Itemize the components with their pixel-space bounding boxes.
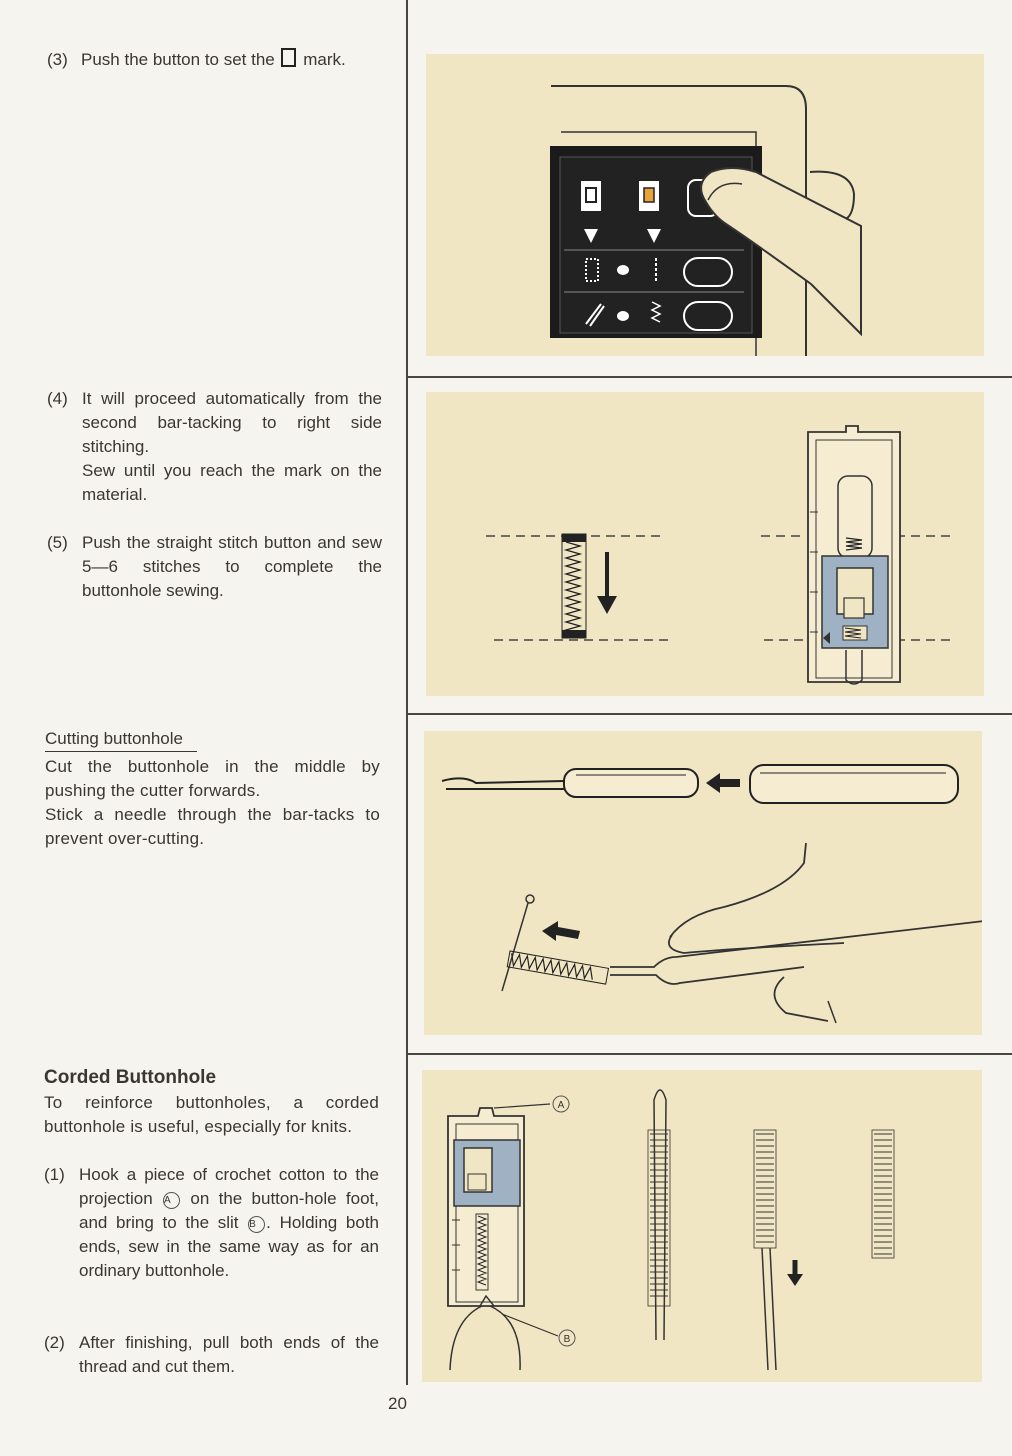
divider-2 (408, 713, 1012, 715)
corded-heading: Corded Buttonhole (44, 1067, 217, 1088)
illustration-cutting-buttonhole (424, 731, 982, 1035)
divider-3 (408, 1053, 1012, 1055)
illustration-corded-buttonhole (422, 1070, 982, 1382)
cutter-drawing (424, 731, 982, 1035)
vertical-divider (406, 0, 408, 1385)
cutting-text: Cut the buttonhole in the middle by pushing the cutter forwards. Stick a needle through the bar-tacks to prevent over-cutting. (45, 757, 380, 848)
control-panel-drawing (426, 54, 984, 356)
corded-buttonhole-drawing (422, 1070, 982, 1382)
svg-text:B: B (563, 1334, 571, 1345)
mark-square-icon (281, 48, 296, 67)
buttonhole-foot-drawing (426, 392, 984, 696)
page-number: 20 (388, 1394, 407, 1413)
manual-page: (3) Push the button to set the mark. (4) It will proceed automatically from the second bar-tacking to right side stitching. Sew until you reach the mark on the material. (5) Push the straight stitch button and sew 5—6 stitches to complete the buttonhole sewing. Cutting buttonhole Cut the buttonhole in the middle by pushing the cutter forwards. Stick a needle through the bar-tacks to prevent over-cutting. Corded Buttonhole To reinforce buttonholes, a corded buttonhole is useful, especially for knits. (1) Hook a piece of crochet cotton to the projection A on the button-hole foot, and bring to the slit B . Holding both ends, sew in the same way as for an ordinary buttonhole. (2) After finishing, pull both ends of the thread and cut them. 20 A B (0, 0, 1012, 1456)
divider-1 (408, 376, 1012, 378)
label-b-circle: B (248, 1216, 265, 1233)
svg-text:A: A (557, 1100, 565, 1111)
cutting-heading: Cutting buttonhole (45, 727, 197, 752)
corded-intro: To reinforce buttonholes, a corded buttonhole is useful, especially for knits. (44, 1093, 379, 1136)
illustration-buttonhole-stitching (426, 392, 984, 696)
illustration-control-panel (426, 54, 984, 356)
label-a-circle: A (163, 1192, 180, 1209)
